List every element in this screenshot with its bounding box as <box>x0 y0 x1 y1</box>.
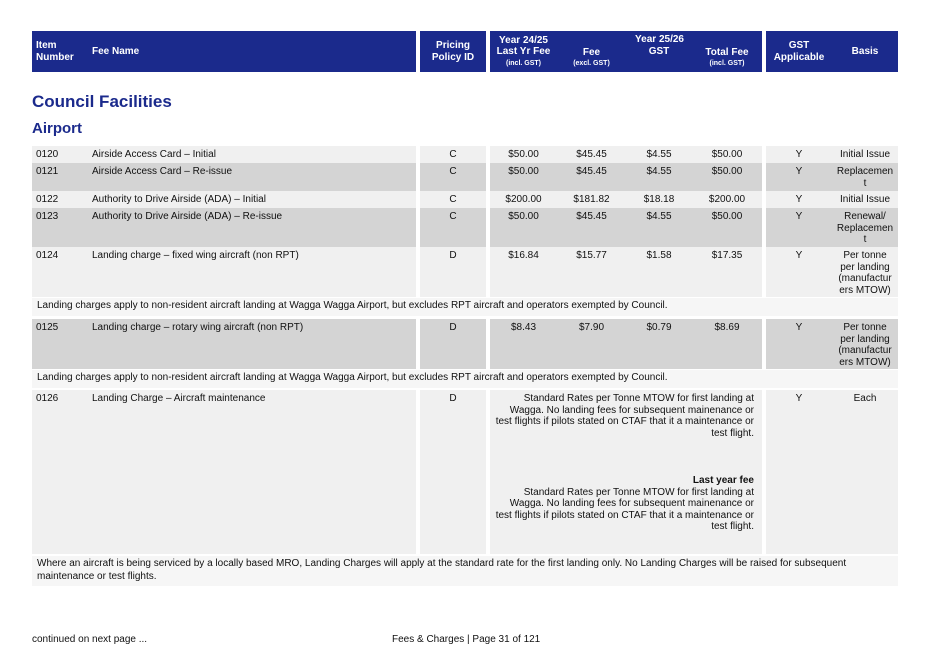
table-row: 0120 Airside Access Card – Initial C $50.00 $45.45 $4.55 $50.00 Y Initial Issue <box>32 146 898 163</box>
footer-continued: continued on next page ... <box>32 634 148 645</box>
subsection-title: Airport <box>32 120 82 137</box>
header-pricing-policy: Pricing Policy ID <box>420 31 486 72</box>
table-row: 0125 Landing charge – rotary wing aircraft (non RPT) D $8.43 $7.90 $0.79 $8.69 Y Per tonne per landing (manufactur ers MTOW) <box>32 319 898 369</box>
table-row: 0123 Authority to Drive Airside (ADA) – Re-issue C $50.00 $45.45 $4.55 $50.00 Y Renewal/ Replacemen t <box>32 208 898 247</box>
header-gst: GST <box>648 45 670 57</box>
section-title: Council Facilities <box>32 92 172 111</box>
table-row: 0122 Authority to Drive Airside (ADA) – Initial C $200.00 $181.82 $18.18 $200.00 Y Initial Issue <box>32 191 898 208</box>
row-note: Where an aircraft is being serviced by a locally based MRO, Landing Charges will apply at the standard rate for the first landing only. No Landing Charges will be raised for subsequent maintenance or test flights. <box>32 556 898 586</box>
header-item-number: Item Number <box>32 31 88 72</box>
table-row: 0126 Landing Charge – Aircraft maintenance D Standard Rates per Tonne MTOW for first landing at Wagga. No landing fees for subsequent mainenance or test flights if pilots stated on CTAF that it a maintenance or test flight. Last year fee Standard Rates per Tonne MTOW for first landing at Wagga. No landing fees for subsequent mainenance or test flights if pilots stated on CTAF that it a maintenance or test flight. Y Each <box>32 390 898 554</box>
table-row: 0121 Airside Access Card – Re-issue C $50.00 $45.45 $4.55 $50.00 Y Replacemen t <box>32 163 898 191</box>
table-header <box>32 31 898 72</box>
header-fee-name: Fee Name <box>88 31 416 72</box>
header-basis: Basis <box>832 31 898 72</box>
row-note: Landing charges apply to non-resident aircraft landing at Wagga Wagga Airport, but excludes RPT aircraft and operators exempted by Council. <box>32 370 898 388</box>
header-total-fee: Total Fee (incl. GST) <box>705 46 749 68</box>
maintenance-fee-text: Standard Rates per Tonne MTOW for first landing at Wagga. No landing fees for subsequent mainenance or test flights if pilots stated on CTAF that it a maintenance or test flight. Last year fee Standard Rates per Tonne MTOW for first landing at Wagga. No landing fees for subsequent mainenance or test flights if pilots stated on CTAF that it a maintenance or test flight. <box>495 393 754 532</box>
header-fee: Fee (excl. GST) <box>573 46 610 68</box>
header-year-group: Year 25/26 Fee (excl. GST) GST Total Fee (incl. GST) <box>557 31 762 72</box>
header-gst-applicable: GST Applicable <box>766 31 832 72</box>
table-row: 0124 Landing charge – fixed wing aircraft (non RPT) D $16.84 $15.77 $1.58 $17.35 Y Per tonne per landing (manufactur ers MTOW) <box>32 247 898 297</box>
header-last-yr-fee: Year 24/25 Last Yr Fee (incl. GST) <box>490 31 557 72</box>
footer-page-number: Fees & Charges | Page 31 of 121 <box>392 634 541 645</box>
row-note: Landing charges apply to non-resident aircraft landing at Wagga Wagga Airport, but excludes RPT aircraft and operators exempted by Council. <box>32 298 898 316</box>
